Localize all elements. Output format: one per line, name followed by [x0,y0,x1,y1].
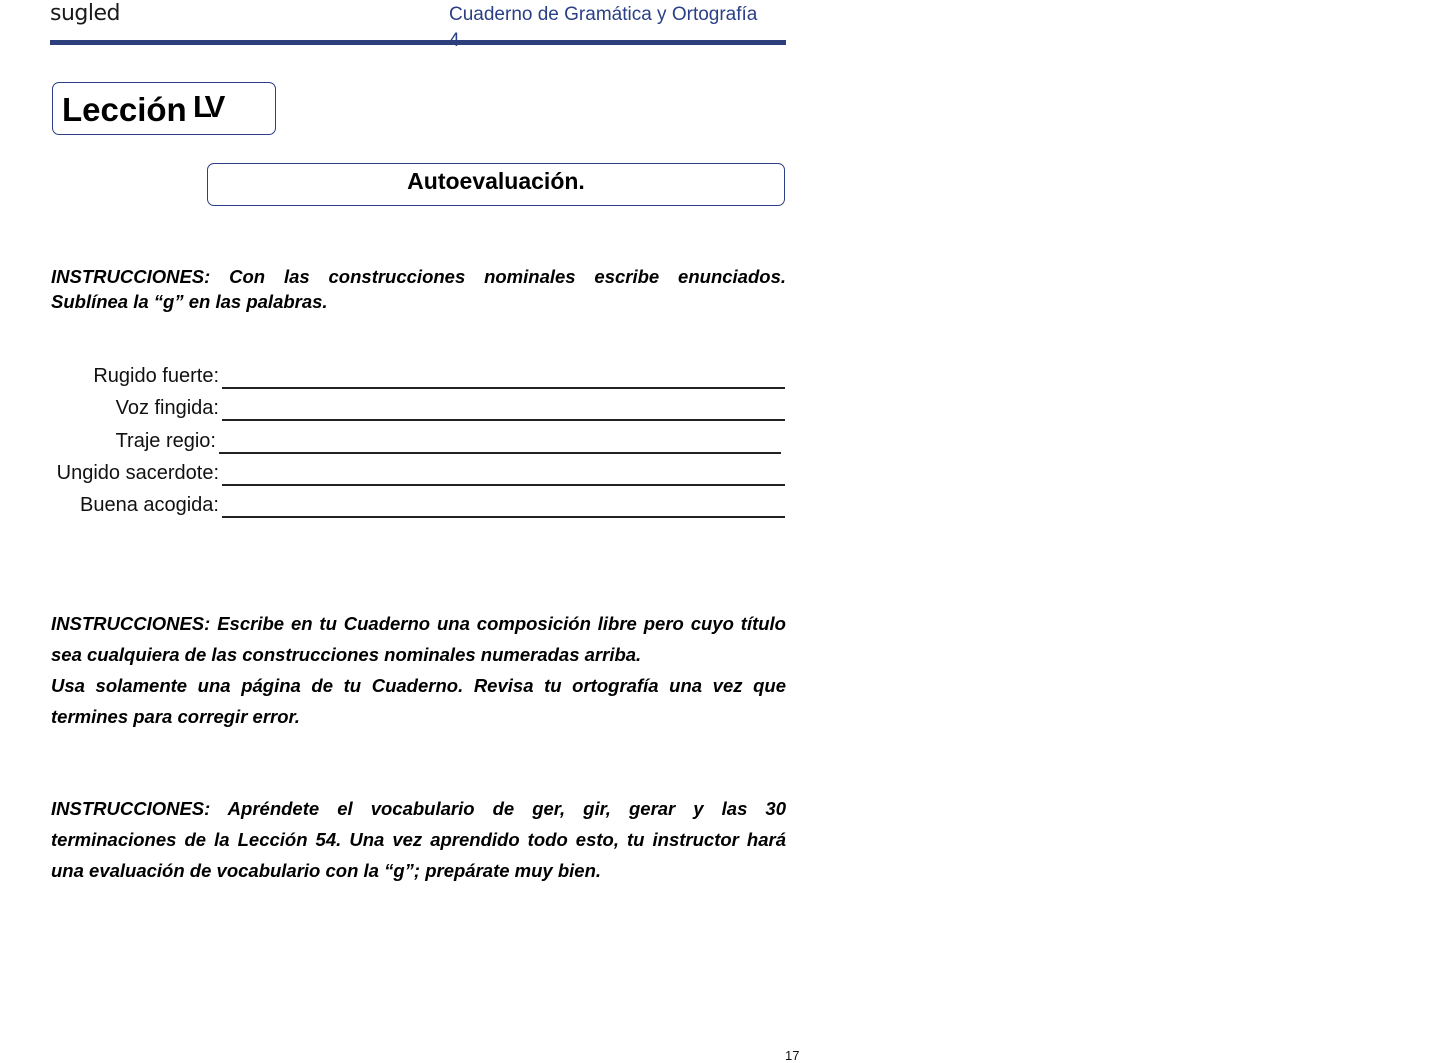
lesson-label: Lección [62,91,187,128]
exercise-row [0,426,786,458]
lesson-number: LV [193,89,221,124]
exercise-label: Buena acogida: [79,494,219,516]
page-number: 17 [785,1048,800,1063]
book-title: Cuaderno de Gramática y Ortografía [449,4,758,25]
instructions-1: INSTRUCCIONES: Con las construcciones nominales escribe enunciados. Sublínea la “g” en las palabras. [51,266,786,312]
answer-line[interactable] [222,516,785,518]
sugled-logo: sugled [50,1,120,26]
answer-line[interactable] [222,484,785,486]
answer-line[interactable] [219,452,781,454]
exercise-label: Rugido fuerte: [93,365,219,387]
exercise-label: Traje regio: [115,430,216,452]
answer-line[interactable] [222,419,785,421]
exercise-label: Voz fingida: [115,397,219,419]
section-title: Autoevaluación. [407,168,585,194]
instructions-2 [51,608,786,732]
header-divider [50,40,786,45]
exercise-row [0,361,786,393]
exercise-row [0,393,786,425]
answer-line[interactable] [222,387,785,389]
exercise-row [0,490,786,522]
exercise-row [0,458,786,490]
instructions-2-paragraph-2: Usa solamente una página de tu Cuaderno. Revisa tu ortografía una vez que termines para corregir error. [51,675,786,727]
exercise-label: Ungido sacerdote: [56,462,219,484]
instructions-2-paragraph-1: INSTRUCCIONES: Escribe en tu Cuaderno una composición libre pero cuyo título sea cualquiera de las construcciones nominales numeradas arriba. [51,613,786,665]
instructions-3: INSTRUCCIONES: Apréndete el vocabulario de ger, gir, gerar y las 30 terminaciones de la Lección 54. Una vez aprendido todo esto, tu instructor hará una evaluación de vocabulario con la “g”; prepárate muy bien. [51,798,786,881]
